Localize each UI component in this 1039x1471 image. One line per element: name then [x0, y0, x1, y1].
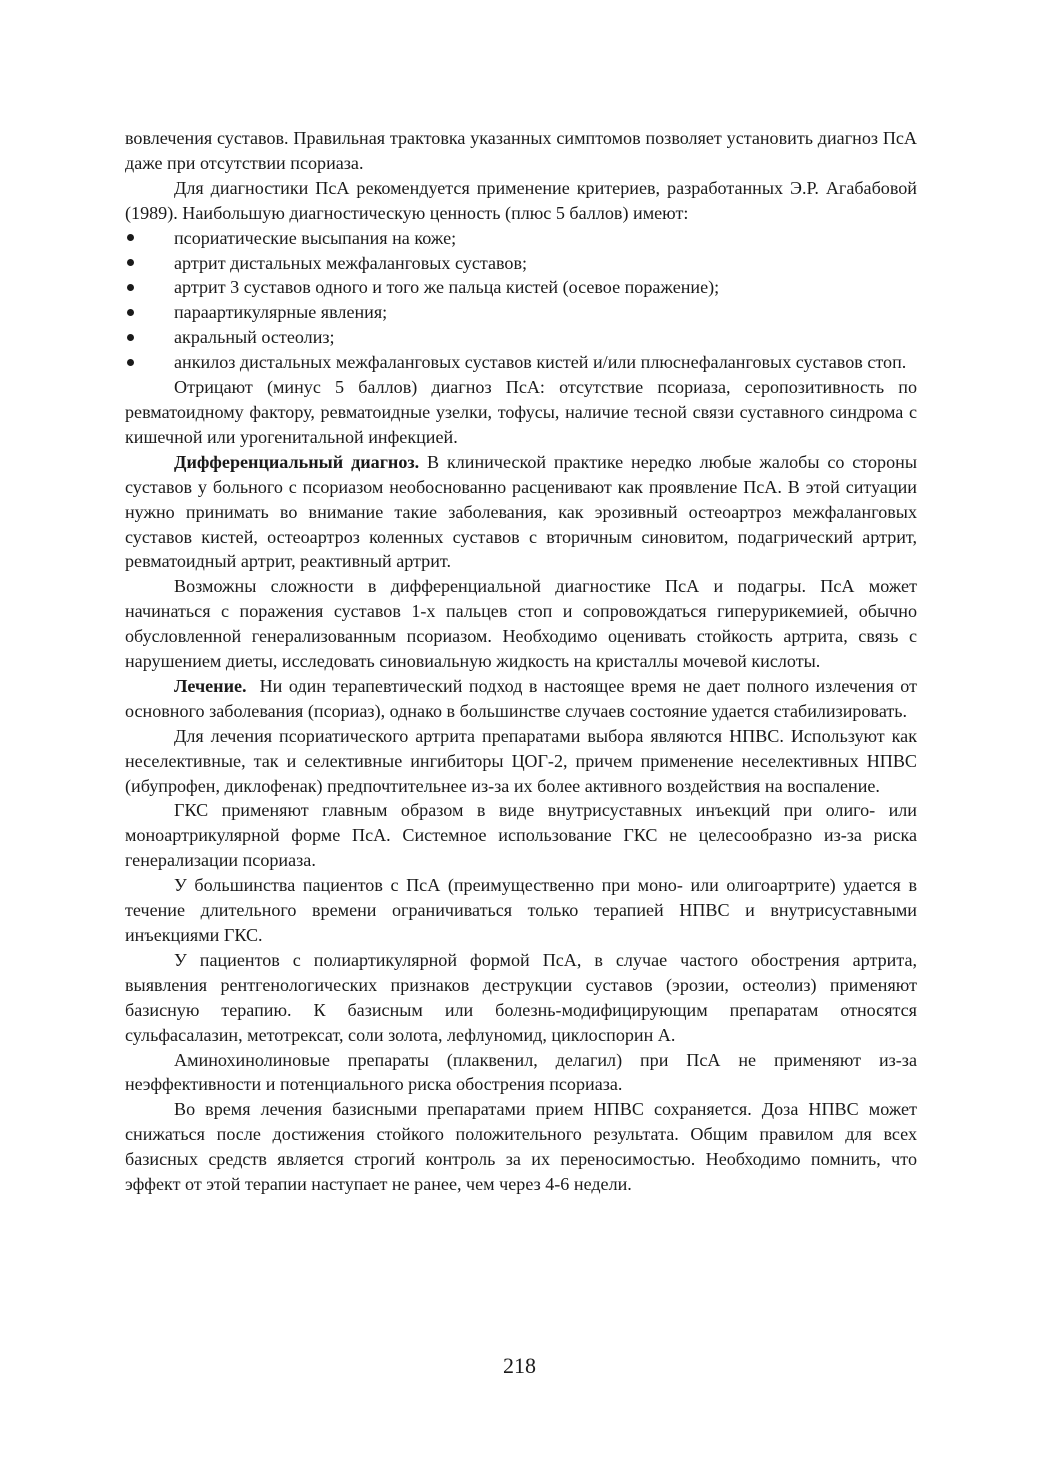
paragraph-therapy-monitoring: Во время лечения базисными препаратами прием НПВС сохраняется. Доза НПВС может снижаться после достижения стойкого положительного результата. Общим правилом для всех базисных средств является строгий контроль за их переносимостью. Необходимо помнить, что эффект от этой терапии наступает не ранее, чем через 4-6 недели.: [125, 1099, 917, 1195]
paragraph-differential-diagnosis: Дифференциальный диагноз. В клинической практике нередко любые жалобы со стороны суставов у больного с псориазом необоснованно расценивают как проявление ПсА. В этой ситуации нужно принимать во внимание такие заболевания, как эрозивный остеоартроз межфаланговых суставов кистей, остеоартроз коленных суставов с вторичным синовитом, подагрический артрит, ревматоидный артрит, реактивный артрит.: [125, 451, 917, 572]
list-item: параартикулярные явления;: [125, 300, 917, 325]
bullet-icon: [125, 251, 135, 276]
paragraph-intro: вовлечения суставов. Правильная трактовка указанных симптомов позволяет установить диагноз ПсА даже при отсутствии псориаза.: [125, 128, 917, 173]
page-body: [125, 126, 922, 1197]
list-item: артрит 3 суставов одного и того же пальца кистей (осевое поражение);: [125, 275, 917, 300]
bullet-icon: [125, 275, 135, 300]
paragraph-basic-therapy: У пациентов с полиартикулярной формой ПсА, в случае частого обострения артрита, выявления рентгенологических признаков деструкции суставов (эрозии, остеолиз) применяют базисную терапию. К базисным или болезнь-модифицирующим препаратам относятся сульфасалазин, метотрексат, соли золота, лефлуномид, циклоспорин А.: [125, 949, 917, 1045]
bullet-icon: [125, 350, 135, 375]
paragraph-corticosteroids: ГКС применяют главным образом в виде внутрисуставных инъекций при олиго- или моноартрикулярной форме ПсА. Системное использование ГКС не целесообразно из-за риска генерализации псориаза.: [125, 800, 917, 871]
criteria-list: [125, 226, 917, 375]
section-heading-differential-diagnosis: Дифференциальный диагноз.: [174, 451, 420, 472]
paragraph-treatment: Лечение. Ни один терапевтический подход в настоящее время не дает полного излечения от основного заболевания (псориаз), однако в большинстве случаев состояние удается стабилизировать.: [125, 675, 922, 721]
list-item: артрит дистальных межфаланговых суставов;: [125, 251, 917, 276]
paragraph-monotherapy: У большинства пациентов с ПсА (преимущественно при моно- или олигоартрите) удается в течение длительного времени ограничиваться только терапией НПВС и внутрисуставными инъекциями ГКС.: [125, 875, 917, 945]
bullet-icon: [125, 226, 135, 251]
bullet-icon: [125, 300, 135, 325]
bullet-icon: [125, 325, 135, 350]
list-item: акральный остеолиз;: [125, 325, 917, 350]
paragraph-exclusion-criteria: Отрицают (минус 5 баллов) диагноз ПсА: отсутствие псориаза, серопозитивность по ревматоидному фактору, ревматоидные узелки, тофусы, наличие тесной связи суставного синдрома с кишечной или урогенитальной инфекцией.: [125, 377, 917, 447]
list-item: псориатические высыпания на коже;: [125, 226, 917, 251]
list-item: анкилоз дистальных межфаланговых суставов кистей и/или плюснефаланговых суставов стоп.: [125, 350, 917, 375]
paragraph-diagnostic-criteria: Для диагностики ПсА рекомендуется применение критериев, разработанных Э.Р. Агабабовой (1989). Наибольшую диагностическую ценность (плюс 5 баллов) имеют:: [125, 177, 917, 223]
paragraph-gout-differential: Возможны сложности в дифференциальной диагностике ПсА и подагры. ПсА может начинаться с поражения суставов 1-х пальцев стоп и сопровождаться гиперурикемией, обычно обусловленной генерализованным псориазом. Необходимо оценивать стойкость артрита, связь с нарушением диеты, исследовать синовиальную жидкость на кристаллы мочевой кислоты.: [125, 576, 917, 672]
page-number: 218: [503, 1353, 536, 1378]
paragraph-aminoquinolines: Аминохинолиновые препараты (плаквенил, делагил) при ПсА не применяют из-за неэффективности и потенциального риска обострения псориаза.: [125, 1049, 917, 1095]
section-heading-treatment: Лечение.: [174, 675, 247, 696]
paragraph-nsaids: Для лечения псориатического артрита препаратами выбора являются НПВС. Используют как неселективные, так и селективные ингибиторы ЦОГ-2, причем применение неселективных НПВС (ибупрофен, диклофенак) предпочтительнее из-за их более активного воздействия на воспаление.: [125, 725, 917, 796]
